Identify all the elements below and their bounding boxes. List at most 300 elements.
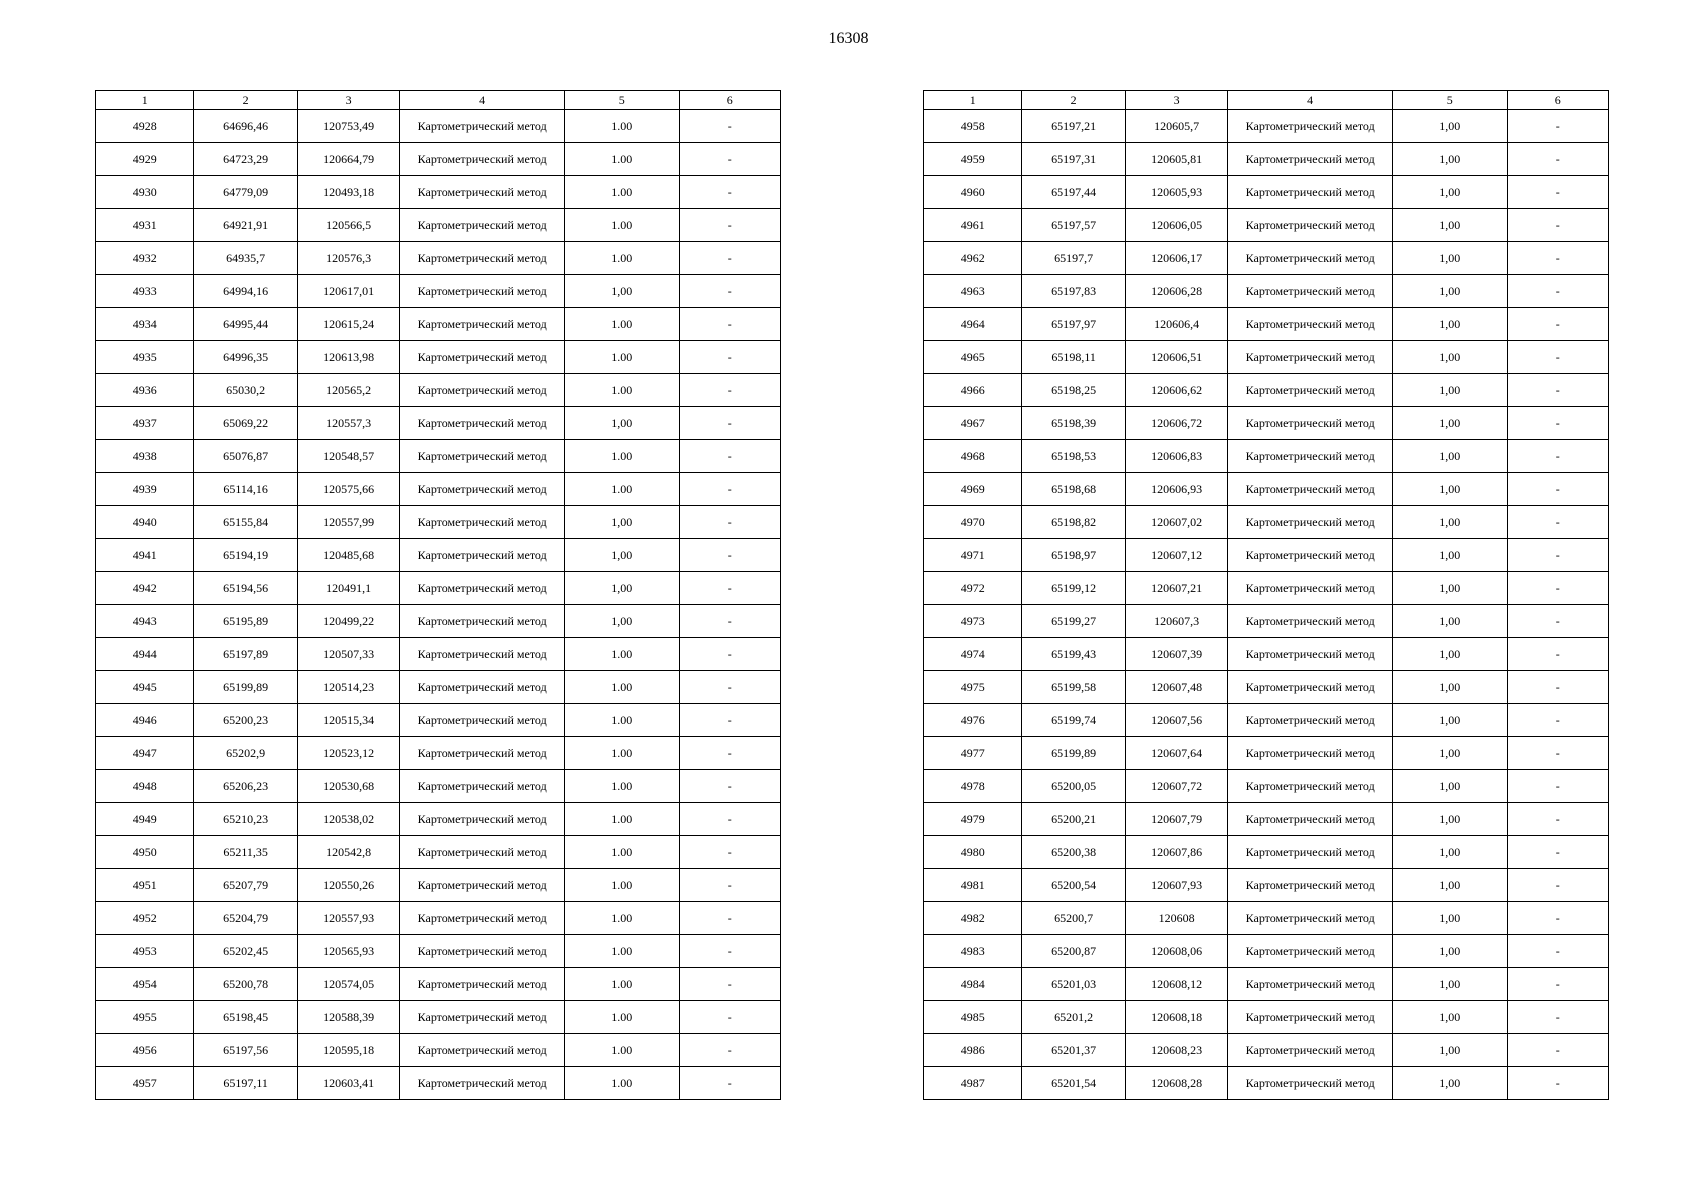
table-row — [924, 968, 1609, 1001]
y-coordinate-cell: 120606,72 — [1125, 407, 1227, 440]
y-coordinate-cell: 120607,12 — [1125, 539, 1227, 572]
description-cell: - — [679, 374, 780, 407]
accuracy-cell: 1.00 — [565, 1001, 680, 1034]
x-coordinate-cell: 65197,56 — [194, 1034, 297, 1067]
y-coordinate-cell: 120608,28 — [1125, 1067, 1227, 1100]
table-row — [924, 572, 1609, 605]
description-cell: - — [1507, 374, 1608, 407]
x-coordinate-cell: 64996,35 — [194, 341, 297, 374]
method-cell: Картометрический метод — [400, 506, 565, 539]
accuracy-cell: 1,00 — [1393, 968, 1508, 1001]
y-coordinate-cell: 120606,51 — [1125, 341, 1227, 374]
description-cell: - — [679, 407, 780, 440]
point-number-cell: 4985 — [924, 1001, 1022, 1034]
accuracy-cell: 1,00 — [1393, 935, 1508, 968]
method-cell: Картометрический метод — [1228, 341, 1393, 374]
method-cell: Картометрический метод — [1228, 902, 1393, 935]
y-coordinate-cell: 120617,01 — [297, 275, 399, 308]
accuracy-cell: 1.00 — [565, 869, 680, 902]
x-coordinate-cell: 65206,23 — [194, 770, 297, 803]
point-number-cell: 4962 — [924, 242, 1022, 275]
accuracy-cell: 1,00 — [1393, 110, 1508, 143]
description-cell: - — [679, 242, 780, 275]
accuracy-cell: 1.00 — [565, 704, 680, 737]
description-cell: - — [679, 209, 780, 242]
x-coordinate-cell: 64921,91 — [194, 209, 297, 242]
point-number-cell: 4965 — [924, 341, 1022, 374]
accuracy-cell: 1.00 — [565, 1034, 680, 1067]
description-cell: - — [679, 1001, 780, 1034]
point-number-cell: 4954 — [96, 968, 194, 1001]
table-row — [924, 242, 1609, 275]
table-row — [924, 374, 1609, 407]
y-coordinate-cell: 120538,02 — [297, 803, 399, 836]
y-coordinate-cell: 120557,99 — [297, 506, 399, 539]
table-row — [96, 836, 781, 869]
table-row — [924, 308, 1609, 341]
x-coordinate-cell: 65155,84 — [194, 506, 297, 539]
x-coordinate-cell: 64779,09 — [194, 176, 297, 209]
x-coordinate-cell: 65197,57 — [1022, 209, 1125, 242]
y-coordinate-cell: 120575,66 — [297, 473, 399, 506]
description-cell: - — [679, 176, 780, 209]
x-coordinate-cell: 65200,78 — [194, 968, 297, 1001]
x-coordinate-cell: 65210,23 — [194, 803, 297, 836]
table-row — [924, 143, 1609, 176]
column-header: 4 — [1228, 91, 1393, 110]
x-coordinate-cell: 65199,89 — [1022, 737, 1125, 770]
point-number-cell: 4983 — [924, 935, 1022, 968]
description-cell: - — [679, 605, 780, 638]
accuracy-cell: 1,00 — [1393, 407, 1508, 440]
accuracy-cell: 1,00 — [1393, 572, 1508, 605]
accuracy-cell: 1,00 — [1393, 803, 1508, 836]
method-cell: Картометрический метод — [400, 671, 565, 704]
method-cell: Картометрический метод — [1228, 506, 1393, 539]
x-coordinate-cell: 65198,45 — [194, 1001, 297, 1034]
y-coordinate-cell: 120607,3 — [1125, 605, 1227, 638]
method-cell: Картометрический метод — [400, 638, 565, 671]
method-cell: Картометрический метод — [400, 143, 565, 176]
y-coordinate-cell: 120557,93 — [297, 902, 399, 935]
accuracy-cell: 1,00 — [1393, 869, 1508, 902]
table-row — [924, 176, 1609, 209]
point-number-cell: 4945 — [96, 671, 194, 704]
description-cell: - — [679, 440, 780, 473]
x-coordinate-cell: 65201,37 — [1022, 1034, 1125, 1067]
accuracy-cell: 1.00 — [565, 1067, 680, 1100]
accuracy-cell: 1,00 — [565, 605, 680, 638]
point-number-cell: 4977 — [924, 737, 1022, 770]
method-cell: Картометрический метод — [1228, 143, 1393, 176]
method-cell: Картометрический метод — [1228, 1067, 1393, 1100]
point-number-cell: 4936 — [96, 374, 194, 407]
method-cell: Картометрический метод — [400, 1067, 565, 1100]
point-number-cell: 4949 — [96, 803, 194, 836]
accuracy-cell: 1,00 — [1393, 638, 1508, 671]
method-cell: Картометрический метод — [400, 209, 565, 242]
x-coordinate-cell: 65201,03 — [1022, 968, 1125, 1001]
table-row — [924, 473, 1609, 506]
x-coordinate-cell: 65198,68 — [1022, 473, 1125, 506]
description-cell: - — [1507, 1001, 1608, 1034]
y-coordinate-cell: 120608,23 — [1125, 1034, 1227, 1067]
x-coordinate-cell: 65194,19 — [194, 539, 297, 572]
method-cell: Картометрический метод — [400, 275, 565, 308]
x-coordinate-cell: 65200,7 — [1022, 902, 1125, 935]
description-cell: - — [679, 869, 780, 902]
point-number-cell: 4952 — [96, 902, 194, 935]
description-cell: - — [1507, 539, 1608, 572]
x-coordinate-cell: 65202,45 — [194, 935, 297, 968]
description-cell: - — [679, 671, 780, 704]
method-cell: Картометрический метод — [1228, 803, 1393, 836]
accuracy-cell: 1,00 — [1393, 440, 1508, 473]
accuracy-cell: 1.00 — [565, 176, 680, 209]
description-cell: - — [1507, 341, 1608, 374]
point-number-cell: 4959 — [924, 143, 1022, 176]
x-coordinate-cell: 65197,21 — [1022, 110, 1125, 143]
accuracy-cell: 1,00 — [565, 572, 680, 605]
method-cell: Картометрический метод — [400, 605, 565, 638]
accuracy-cell: 1,00 — [565, 275, 680, 308]
description-cell: - — [1507, 506, 1608, 539]
accuracy-cell: 1,00 — [565, 539, 680, 572]
method-cell: Картометрический метод — [400, 242, 565, 275]
description-cell: - — [1507, 737, 1608, 770]
table-row — [924, 275, 1609, 308]
x-coordinate-cell: 65197,97 — [1022, 308, 1125, 341]
point-number-cell: 4987 — [924, 1067, 1022, 1100]
description-cell: - — [1507, 671, 1608, 704]
description-cell: - — [679, 902, 780, 935]
accuracy-cell: 1.00 — [565, 440, 680, 473]
accuracy-cell: 1.00 — [565, 737, 680, 770]
x-coordinate-cell: 65202,9 — [194, 737, 297, 770]
y-coordinate-cell: 120514,23 — [297, 671, 399, 704]
method-cell: Картометрический метод — [1228, 770, 1393, 803]
description-cell: - — [679, 506, 780, 539]
y-coordinate-cell: 120565,93 — [297, 935, 399, 968]
accuracy-cell: 1.00 — [565, 374, 680, 407]
description-cell: - — [1507, 275, 1608, 308]
description-cell: - — [679, 935, 780, 968]
description-cell: - — [1507, 1067, 1608, 1100]
description-cell: - — [679, 539, 780, 572]
column-header: 3 — [1125, 91, 1227, 110]
description-cell: - — [1507, 638, 1608, 671]
table-row — [924, 1001, 1609, 1034]
y-coordinate-cell: 120605,7 — [1125, 110, 1227, 143]
table-row — [96, 671, 781, 704]
x-coordinate-cell: 65197,83 — [1022, 275, 1125, 308]
point-number-cell: 4982 — [924, 902, 1022, 935]
x-coordinate-cell: 65195,89 — [194, 605, 297, 638]
table-row — [96, 1034, 781, 1067]
accuracy-cell: 1.00 — [565, 836, 680, 869]
accuracy-cell: 1.00 — [565, 143, 680, 176]
point-number-cell: 4946 — [96, 704, 194, 737]
point-number-cell: 4939 — [96, 473, 194, 506]
table-row — [96, 275, 781, 308]
point-number-cell: 4978 — [924, 770, 1022, 803]
point-number-cell: 4935 — [96, 341, 194, 374]
table-row — [924, 902, 1609, 935]
x-coordinate-cell: 65199,58 — [1022, 671, 1125, 704]
column-header: 5 — [565, 91, 680, 110]
point-number-cell: 4979 — [924, 803, 1022, 836]
point-number-cell: 4971 — [924, 539, 1022, 572]
x-coordinate-cell: 65200,21 — [1022, 803, 1125, 836]
y-coordinate-cell: 120606,62 — [1125, 374, 1227, 407]
point-number-cell: 4947 — [96, 737, 194, 770]
y-coordinate-cell: 120606,05 — [1125, 209, 1227, 242]
description-cell: - — [679, 1067, 780, 1100]
column-header: 2 — [1022, 91, 1125, 110]
description-cell: - — [679, 836, 780, 869]
point-number-cell: 4944 — [96, 638, 194, 671]
accuracy-cell: 1,00 — [1393, 1067, 1508, 1100]
point-number-cell: 4972 — [924, 572, 1022, 605]
table-body — [96, 110, 781, 1100]
table-row — [924, 671, 1609, 704]
accuracy-cell: 1.00 — [565, 638, 680, 671]
point-number-cell: 4958 — [924, 110, 1022, 143]
description-cell: - — [1507, 242, 1608, 275]
table-row — [924, 704, 1609, 737]
method-cell: Картометрический метод — [1228, 836, 1393, 869]
x-coordinate-cell: 65207,79 — [194, 869, 297, 902]
x-coordinate-cell: 65200,05 — [1022, 770, 1125, 803]
y-coordinate-cell: 120615,24 — [297, 308, 399, 341]
point-number-cell: 4940 — [96, 506, 194, 539]
y-coordinate-cell: 120607,72 — [1125, 770, 1227, 803]
y-coordinate-cell: 120753,49 — [297, 110, 399, 143]
x-coordinate-cell: 65197,11 — [194, 1067, 297, 1100]
accuracy-cell: 1,00 — [565, 506, 680, 539]
x-coordinate-cell: 64696,46 — [194, 110, 297, 143]
y-coordinate-cell: 120664,79 — [297, 143, 399, 176]
method-cell: Картометрический метод — [400, 803, 565, 836]
description-cell: - — [1507, 1034, 1608, 1067]
accuracy-cell: 1.00 — [565, 671, 680, 704]
point-number-cell: 4929 — [96, 143, 194, 176]
method-cell: Картометрический метод — [400, 374, 565, 407]
y-coordinate-cell: 120588,39 — [297, 1001, 399, 1034]
description-cell: - — [1507, 572, 1608, 605]
x-coordinate-cell: 65197,31 — [1022, 143, 1125, 176]
accuracy-cell: 1.00 — [565, 902, 680, 935]
method-cell: Картометрический метод — [400, 935, 565, 968]
accuracy-cell: 1,00 — [1393, 176, 1508, 209]
table-header-row — [924, 91, 1609, 110]
accuracy-cell: 1,00 — [1393, 836, 1508, 869]
method-cell: Картометрический метод — [400, 473, 565, 506]
table-row — [96, 1067, 781, 1100]
description-cell: - — [1507, 836, 1608, 869]
method-cell: Картометрический метод — [400, 572, 565, 605]
description-cell: - — [679, 473, 780, 506]
point-number-cell: 4957 — [96, 1067, 194, 1100]
table-row — [924, 605, 1609, 638]
x-coordinate-cell: 64994,16 — [194, 275, 297, 308]
accuracy-cell: 1,00 — [1393, 341, 1508, 374]
method-cell: Картометрический метод — [1228, 440, 1393, 473]
description-cell: - — [679, 704, 780, 737]
point-number-cell: 4928 — [96, 110, 194, 143]
method-cell: Картометрический метод — [400, 308, 565, 341]
page-number: 16308 — [828, 30, 869, 47]
method-cell: Картометрический метод — [1228, 473, 1393, 506]
table-row — [96, 374, 781, 407]
description-cell: - — [679, 803, 780, 836]
description-cell: - — [1507, 110, 1608, 143]
point-number-cell: 4934 — [96, 308, 194, 341]
description-cell: - — [679, 110, 780, 143]
y-coordinate-cell: 120608 — [1125, 902, 1227, 935]
accuracy-cell: 1,00 — [1393, 539, 1508, 572]
point-number-cell: 4970 — [924, 506, 1022, 539]
x-coordinate-cell: 65197,89 — [194, 638, 297, 671]
x-coordinate-cell: 64723,29 — [194, 143, 297, 176]
point-number-cell: 4969 — [924, 473, 1022, 506]
method-cell: Картометрический метод — [400, 1001, 565, 1034]
x-coordinate-cell: 65199,74 — [1022, 704, 1125, 737]
y-coordinate-cell: 120606,93 — [1125, 473, 1227, 506]
accuracy-cell: 1,00 — [1393, 374, 1508, 407]
x-coordinate-cell: 65200,54 — [1022, 869, 1125, 902]
point-number-cell: 4986 — [924, 1034, 1022, 1067]
x-coordinate-cell: 65199,43 — [1022, 638, 1125, 671]
description-cell: - — [1507, 209, 1608, 242]
point-number-cell: 4961 — [924, 209, 1022, 242]
y-coordinate-cell: 120566,5 — [297, 209, 399, 242]
method-cell: Картометрический метод — [1228, 1034, 1393, 1067]
table-row — [924, 803, 1609, 836]
column-header: 1 — [924, 91, 1022, 110]
y-coordinate-cell: 120557,3 — [297, 407, 399, 440]
method-cell: Картометрический метод — [1228, 374, 1393, 407]
method-cell: Картометрический метод — [1228, 176, 1393, 209]
table-row — [924, 737, 1609, 770]
point-number-cell: 4931 — [96, 209, 194, 242]
description-cell: - — [1507, 473, 1608, 506]
table-row — [924, 638, 1609, 671]
method-cell: Картометрический метод — [1228, 671, 1393, 704]
point-number-cell: 4937 — [96, 407, 194, 440]
accuracy-cell: 1.00 — [565, 770, 680, 803]
description-cell: - — [1507, 308, 1608, 341]
x-coordinate-cell: 65204,79 — [194, 902, 297, 935]
x-coordinate-cell: 65199,12 — [1022, 572, 1125, 605]
table-row — [924, 869, 1609, 902]
accuracy-cell: 1.00 — [565, 968, 680, 1001]
accuracy-cell: 1,00 — [1393, 143, 1508, 176]
table-row — [96, 143, 781, 176]
table-row — [96, 869, 781, 902]
accuracy-cell: 1,00 — [1393, 506, 1508, 539]
table-row — [96, 110, 781, 143]
point-number-cell: 4963 — [924, 275, 1022, 308]
table-row — [924, 440, 1609, 473]
y-coordinate-cell: 120493,18 — [297, 176, 399, 209]
table-row — [924, 539, 1609, 572]
description-cell: - — [1507, 770, 1608, 803]
point-number-cell: 4943 — [96, 605, 194, 638]
table-row — [96, 407, 781, 440]
column-header: 6 — [1507, 91, 1608, 110]
description-cell: - — [1507, 440, 1608, 473]
method-cell: Картометрический метод — [1228, 110, 1393, 143]
accuracy-cell: 1.00 — [565, 803, 680, 836]
x-coordinate-cell: 65030,2 — [194, 374, 297, 407]
y-coordinate-cell: 120607,56 — [1125, 704, 1227, 737]
x-coordinate-cell: 65211,35 — [194, 836, 297, 869]
table-row — [96, 308, 781, 341]
x-coordinate-cell: 65198,39 — [1022, 407, 1125, 440]
column-header: 1 — [96, 91, 194, 110]
accuracy-cell: 1,00 — [1393, 605, 1508, 638]
x-coordinate-cell: 65197,44 — [1022, 176, 1125, 209]
point-number-cell: 4966 — [924, 374, 1022, 407]
coordinates-table-right — [923, 90, 1609, 1100]
y-coordinate-cell: 120607,93 — [1125, 869, 1227, 902]
accuracy-cell: 1,00 — [1393, 275, 1508, 308]
accuracy-cell: 1,00 — [1393, 902, 1508, 935]
table-row — [96, 704, 781, 737]
table-row — [96, 902, 781, 935]
table-row — [924, 1067, 1609, 1100]
description-cell: - — [1507, 605, 1608, 638]
accuracy-cell: 1,00 — [1393, 737, 1508, 770]
table-row — [96, 1001, 781, 1034]
method-cell: Картометрический метод — [400, 836, 565, 869]
point-number-cell: 4956 — [96, 1034, 194, 1067]
y-coordinate-cell: 120523,12 — [297, 737, 399, 770]
y-coordinate-cell: 120574,05 — [297, 968, 399, 1001]
y-coordinate-cell: 120491,1 — [297, 572, 399, 605]
description-cell: - — [679, 275, 780, 308]
description-cell: - — [1507, 176, 1608, 209]
point-number-cell: 4950 — [96, 836, 194, 869]
y-coordinate-cell: 120595,18 — [297, 1034, 399, 1067]
method-cell: Картометрический метод — [400, 902, 565, 935]
method-cell: Картометрический метод — [1228, 704, 1393, 737]
table-row — [924, 110, 1609, 143]
point-number-cell: 4981 — [924, 869, 1022, 902]
point-number-cell: 4941 — [96, 539, 194, 572]
method-cell: Картометрический метод — [1228, 572, 1393, 605]
point-number-cell: 4948 — [96, 770, 194, 803]
y-coordinate-cell: 120576,3 — [297, 242, 399, 275]
table-row — [96, 935, 781, 968]
column-header: 4 — [400, 91, 565, 110]
y-coordinate-cell: 120550,26 — [297, 869, 399, 902]
y-coordinate-cell: 120607,79 — [1125, 803, 1227, 836]
point-number-cell: 4973 — [924, 605, 1022, 638]
table-row — [96, 242, 781, 275]
column-header: 6 — [679, 91, 780, 110]
table-row — [96, 572, 781, 605]
accuracy-cell: 1,00 — [1393, 308, 1508, 341]
y-coordinate-cell: 120530,68 — [297, 770, 399, 803]
point-number-cell: 4980 — [924, 836, 1022, 869]
point-number-cell: 4953 — [96, 935, 194, 968]
table-row — [96, 473, 781, 506]
x-coordinate-cell: 65198,53 — [1022, 440, 1125, 473]
method-cell: Картометрический метод — [400, 869, 565, 902]
x-coordinate-cell: 65198,82 — [1022, 506, 1125, 539]
